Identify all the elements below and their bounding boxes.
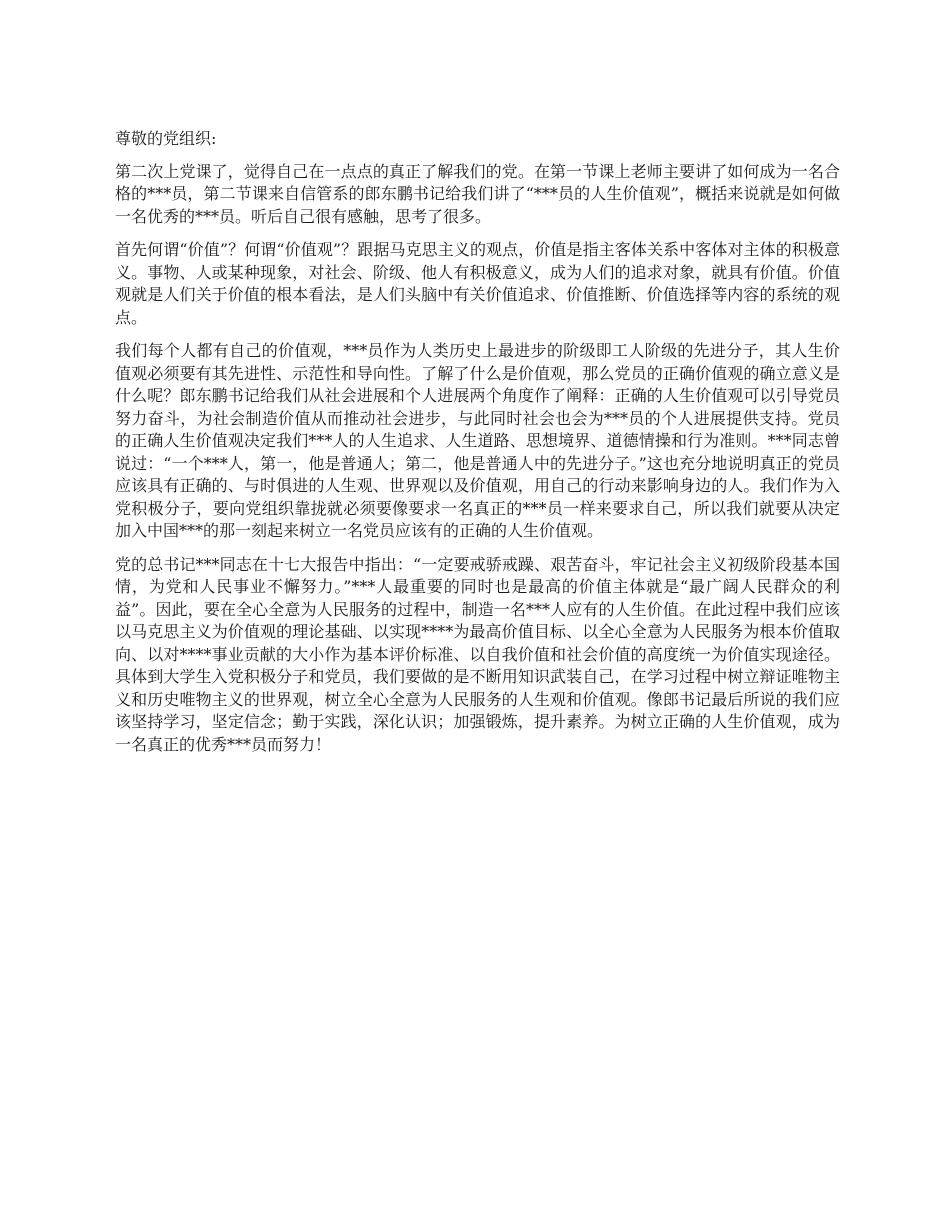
paragraph-1: 第二次上党课了，觉得自己在一点点的真正了解我们的党。在第一节课上老师主要讲了如何成为一名合格的***员，第二节课来自信管系的郎东鹏书记给我们讲了“***员的人生价值观”，概括来说就是如何做一名优秀的***员。听后自己很有感触，思考了很多。 [115, 161, 840, 226]
paragraph-2: 首先何谓“价值”？何谓“价值观”？跟据马克思主义的观点，价值是指主客体关系中客体对主体的积极意义。事物、人或某种现象，对社会、阶级、他人有积极意义，成为人们的追求对象，就具有价值。价值观就是人们关于价值的根本看法，是人们头脑中有关价值追求、价值推断、价值选择等内容的系统的观点。 [115, 240, 840, 327]
salutation: 尊敬的党组织: [115, 129, 217, 148]
document-page [115, 128, 840, 767]
paragraph-3: 我们每个人都有自己的价值观，***员作为人类历史上最进步的阶级即工人阶级的先进分子，其人生价值观必须要有其先进性、示范性和导向性。了解了什么是价值观，那么党员的正确价值观的确立意义是什么呢？郎东鹏书记给我们从社会进展和个人进展两个角度作了阐释：正确的人生价值观可以引导党员努力奋斗，为社会制造价值从而推动社会进步，与此同时社会也会为***员的个人进展提供支持。党员的正确人生价值观决定我们***人的人生追求、人生道路、思想境界、道德情操和行为准则。***同志曾说过：“一个***人，第一，他是普通人；第二，他是普通人中的先进分子。”这也充分地说明真正的党员应该具有正确的、与时俱进的人生观、世界观以及价值观，用自己的行动来影响身边的人。我们作为入党积极分子，要向党组织靠拢就必须要像要求一名真正的***员一样来要求自己，所以我们就要从决定加入中国***的那一刻起来树立一名党员应该有的正确的人生价值观。 [115, 341, 840, 540]
paragraph-4: 党的总书记***同志在十七大报告中指出：“一定要戒骄戒躁、艰苦奋斗，牢记社会主义初级阶段基本国情，为党和人民事业不懈努力。”***人最重要的同时也是最高的价值主体就是“最广阔人民群众的利益”。因此，要在全心全意为人民服务的过程中，制造一名***人应有的人生价值。在此过程中我们应该以马克思主义为价值观的理论基础、以实现****为最高价值目标、以全心全意为人民服务为根本价值取向、以对****事业贡献的大小作为基本评价标准、以自我价值和社会价值的高度统一为价值实现途径。具体到大学生入党积极分子和党员，我们要做的是不断用知识武装自己，在学习过程中树立辩证唯物主义和历史唯物主义的世界观，树立全心全意为人民服务的人生观和价值观。像郎书记最后所说的我们应该坚持学习，坚定信念；勤于实践，深化认识；加强锻炼，提升素养。为树立正确的人生价值观，成为一名真正的优秀***员而努力！ [115, 554, 840, 754]
